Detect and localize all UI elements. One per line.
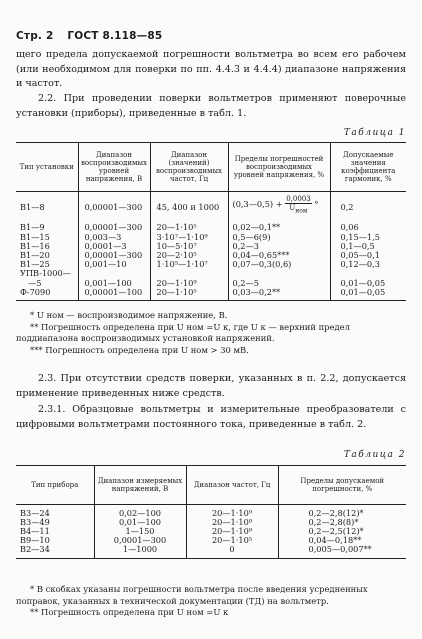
section-2-3-text: 2.3. При отсутствии средств поверки, указанных в п. 2.2, допускается применение приведенных ниже средств. <box>16 373 406 399</box>
table-cell: 0,001—100 <box>78 279 150 288</box>
section-2-3-1 <box>16 403 406 432</box>
formula-u-sub: ном <box>295 207 308 215</box>
table-cell: 1—150 <box>94 527 186 536</box>
table2-caption: Таблица 2 <box>343 450 406 460</box>
table1-note-2: ** Погрешность определена при U ном =U к, где U к — верхний предел поддиапазона воспроизводимых установкой напряжений. <box>16 321 350 343</box>
table-cell: 0,2—5 <box>228 279 330 288</box>
table-cell: В1—25 <box>20 259 50 270</box>
table-cell: 10—5·10⁷ <box>150 242 228 251</box>
formula-denominator <box>285 204 312 215</box>
table2-header-error: Пределы допускаемой погрешности, % <box>278 466 406 505</box>
table-cell: 0,0001—300 <box>94 536 186 545</box>
table-cell: 20—1·10⁵ <box>150 223 228 232</box>
table-cell: 0,05—0,1 <box>330 251 406 260</box>
table-cell: 0,1—0,5 <box>330 242 406 251</box>
section-2-2-text: 2.2. При проведении поверки вольтметров применяют поверочные установки (приборы), приведенные в табл. 1. <box>16 93 406 119</box>
table-cell: 0,02—0,1** <box>228 223 330 232</box>
table1-notes <box>16 310 406 356</box>
table-cell: 0,03—0,2** <box>228 288 330 301</box>
table-cell: 0,0001—3 <box>78 242 150 251</box>
table-cell: 3·10⁷—1·10⁹ <box>150 233 228 242</box>
table-cell: 0,00001—300 <box>78 251 150 260</box>
formula-fraction <box>285 195 312 215</box>
section-2-2 <box>16 92 406 121</box>
table-cell: Ф-7090 <box>16 288 78 301</box>
gost-code: ГОСТ 8.118—85 <box>67 30 163 42</box>
table-cell: 0,003—3 <box>78 233 150 242</box>
table-cell: 0,2—2,8(8)* <box>278 518 406 527</box>
table-cell: 0,06 <box>330 223 406 232</box>
formula-prefix: (0,3—0,5) + <box>232 199 283 210</box>
section-2-3-1-text: 2.3.1. Образцовые вольтметры и измерительные преобразователи с цифровыми вольтметрами постоянного тока, приведенные в табл. 2. <box>16 404 406 430</box>
table-cell: 20—1·10⁹ <box>186 527 278 536</box>
table2-header-freq: Диапазон частот, Гц <box>186 466 278 505</box>
table-cell: 0,00001—100 <box>78 288 150 301</box>
table2-header-range: Диапазон измеряемых напряжений, В <box>94 466 186 505</box>
table-cell: 0,01—0,05 <box>330 288 406 301</box>
table-cell: В3—24 <box>20 507 50 518</box>
page-header <box>16 30 172 42</box>
table-cell: 0,01—100 <box>94 518 186 527</box>
table2-notes <box>16 584 406 619</box>
table-row <box>16 192 406 220</box>
table-row <box>16 545 406 558</box>
table-cell: В3—49 <box>20 516 50 527</box>
table-cell: В9—10 <box>20 535 50 546</box>
table-cell: В1—16 <box>20 240 50 251</box>
table-cell: 0,005—0,007** <box>278 545 406 558</box>
table-cell: 0,04—0,18** <box>278 536 406 545</box>
table2-note-1: * В скобках указаны погрешности вольтметра после введения усредненных поправок, указанных в технической документации (ТД) на вольтметр. <box>16 584 368 606</box>
intro-paragraph <box>16 48 406 92</box>
formula-suffix: ° <box>314 199 319 210</box>
table1-header-type: Тип установки <box>16 143 78 192</box>
table-cell: 0,2 <box>330 192 406 220</box>
table-cell: 20—1·10⁵ <box>150 288 228 301</box>
table-cell: В1—9 <box>20 222 45 233</box>
table1-note-3: *** Погрешность определена при U ном > 30 мВ. <box>30 344 249 355</box>
table-cell: 20—1·10⁹ <box>150 279 228 288</box>
table-cell: 0,02—100 <box>94 509 186 518</box>
table-cell: 20—2·10⁵ <box>150 251 228 260</box>
table-cell: 1·10⁵—1·10⁷ <box>150 260 228 269</box>
table-cell: 0,01—0,05 <box>330 279 406 288</box>
table-cell: В1—15 <box>20 231 50 242</box>
table-cell: 0 <box>186 545 278 558</box>
table-cell: 0,07—0,3(0,6) <box>228 260 330 269</box>
table1-caption: Таблица 1 <box>343 128 406 138</box>
table1-header-harmonic: Допускаемые значения коэффициента гармоник, % <box>330 143 406 192</box>
table-cell: 0,04—0,65*** <box>228 251 330 260</box>
table1-header-range: Диапазон воспроизводимых уровней напряжения, В <box>78 143 150 192</box>
table-cell-formula <box>228 192 330 220</box>
table-cell: 20—1·10⁹ <box>186 518 278 527</box>
table2-header-row <box>16 466 406 505</box>
table-row <box>16 288 406 301</box>
table-cell: В1—20 <box>20 250 50 260</box>
table-cell: УПВ-1000— <box>20 268 71 279</box>
table1-header-freq: Диапазон (значений) воспроизводимых частот, Гц <box>150 143 228 192</box>
table-cell: 0,15—1,5 <box>330 233 406 242</box>
table-cell: В4—11 <box>20 525 50 536</box>
table-cell: 0,2—3 <box>228 242 330 251</box>
table2-note-2: ** Погрешность определена при U ном =U к <box>30 607 229 617</box>
table2-header-type: Тип прибора <box>16 466 94 505</box>
table-row <box>16 260 406 269</box>
table-cell: 1—1000 <box>94 545 186 558</box>
table-cell: 0,5—6(9) <box>228 233 330 242</box>
table-cell: 20—1·10⁵ <box>186 536 278 545</box>
table-cell: 20—1·10⁹ <box>186 509 278 518</box>
table-cell: 0,001—10 <box>78 260 150 269</box>
intro-text: щего предела допускаемой погрешности вольтметра во всем его рабочем (или необходимом для поверки по пп. 4.4.3 и 4.4.4) диапазоне напряжения и частот. <box>16 49 406 89</box>
page-number: Стр. 2 <box>16 30 54 42</box>
table-cell: В1—8 <box>20 202 45 212</box>
table-cell: 0,2—2,5(12)* <box>278 527 406 536</box>
table-cell: —5 <box>28 277 42 288</box>
table-cell: 0,00001—300 <box>78 192 150 220</box>
table-cell: В2—34 <box>16 545 94 558</box>
table-cell: 0,00001—300 <box>78 223 150 232</box>
table1-header-error: Пределы погрешностей воспроизводимых уровней напряжения, % <box>228 143 330 192</box>
formula-u: U <box>289 204 296 212</box>
table-cell: 45, 400 и 1000 <box>150 192 228 220</box>
table-cell: 0,12—0,3 <box>330 260 406 269</box>
table-cell: 0,2—2,8(12)* <box>278 509 406 518</box>
table-2 <box>16 465 406 559</box>
table1-note-1: * U ном — воспроизводимое напряжение, В. <box>30 310 228 320</box>
table1-header-row <box>16 143 406 192</box>
formula-numerator: 0,0003 <box>286 195 311 203</box>
section-2-3 <box>16 372 406 401</box>
table-1 <box>16 142 406 301</box>
